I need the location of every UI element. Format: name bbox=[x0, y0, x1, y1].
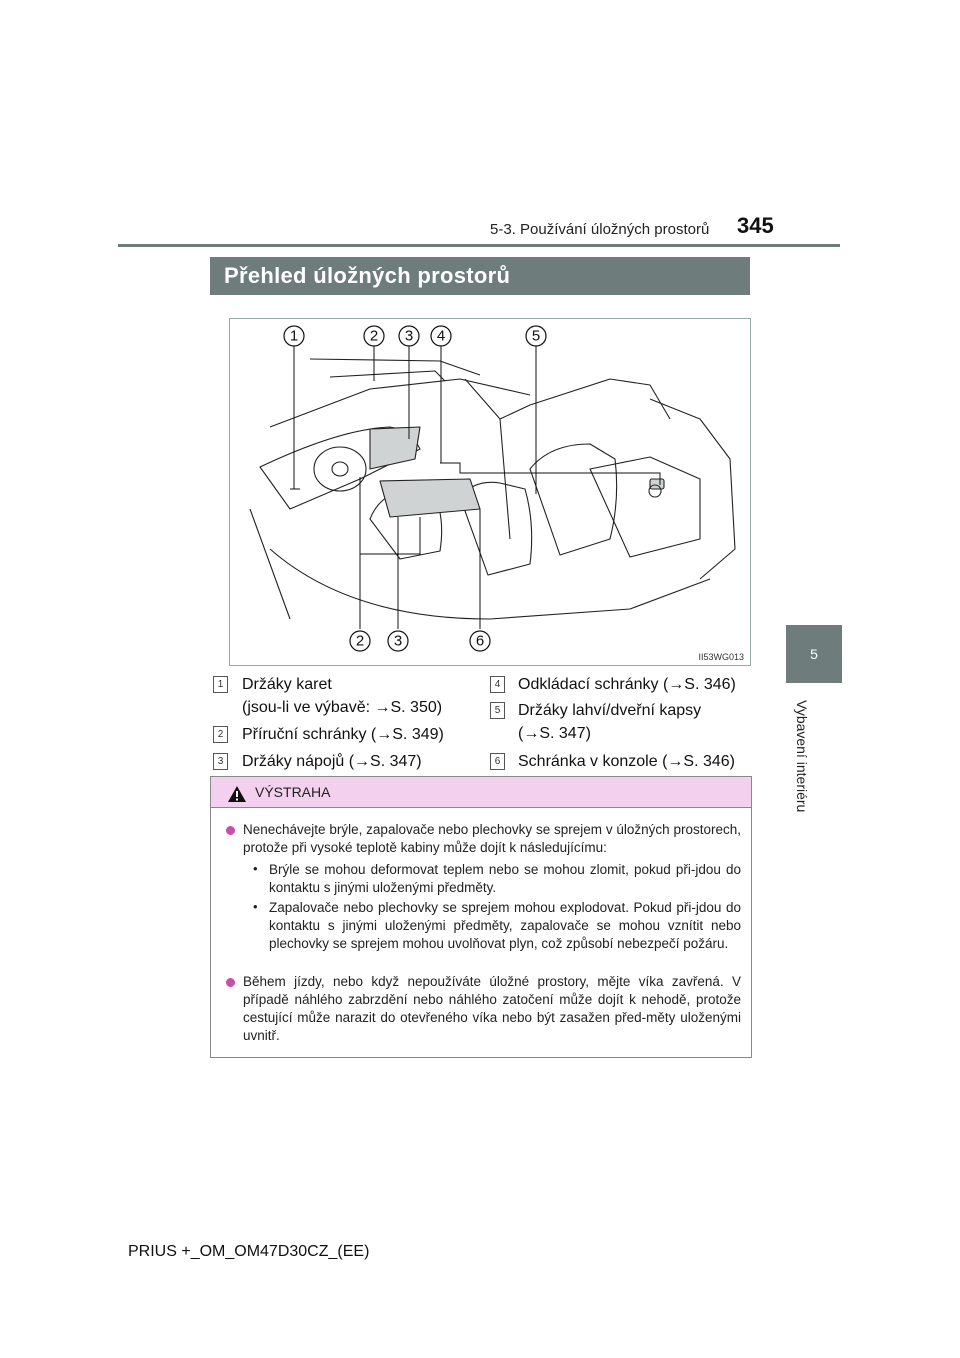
warning-title: VÝSTRAHA bbox=[255, 784, 331, 800]
windshield-edge bbox=[270, 379, 530, 427]
legend-item bbox=[518, 673, 736, 696]
bullet-icon bbox=[226, 978, 235, 987]
warning-header bbox=[211, 777, 751, 808]
legend-number: 6 bbox=[490, 753, 505, 770]
callout-label: 1 bbox=[289, 327, 299, 345]
bottle-holder bbox=[650, 479, 664, 489]
interior-illustration bbox=[229, 318, 751, 666]
page-number: 345 bbox=[737, 213, 774, 238]
callout-label: 3 bbox=[393, 632, 403, 650]
legend-text: Příruční schránky (→S. 349) bbox=[242, 726, 444, 743]
callout-label: 6 bbox=[475, 632, 485, 650]
callout-label: 2 bbox=[369, 327, 379, 345]
sub-bullet-icon: • bbox=[253, 861, 258, 876]
legend-number: 2 bbox=[213, 726, 228, 743]
warning-subitem: Zapalovače nebo plechovky se sprejem mohou explodovat. Pokud při-jdou do kontaktu s jinými uloženými předměty, zapalovače se mohou vznítit nebo plechovky se sprejem mohou uvolňovat plyn, což způsobí nebezpečí požáru. bbox=[269, 900, 741, 951]
bullet-icon bbox=[226, 826, 235, 835]
callout-label: 4 bbox=[436, 327, 446, 345]
rear-seat-right bbox=[590, 457, 700, 557]
floor-line bbox=[270, 549, 710, 619]
footer-code: PRIUS +_OM_OM47D30CZ_(EE) bbox=[128, 1243, 370, 1260]
legend-text: Schránka v konzole (→S. 346) bbox=[518, 753, 735, 770]
callouts-bottom bbox=[350, 631, 490, 651]
warning-box bbox=[210, 776, 752, 1058]
legend-number: 3 bbox=[213, 753, 228, 770]
section-path: 5-3. Používání úložných prostorů bbox=[490, 221, 710, 238]
legend-text: (→S. 347) bbox=[518, 725, 591, 742]
callout-label: 3 bbox=[404, 327, 414, 345]
legend-text: Držáky karet bbox=[242, 676, 332, 693]
warning-subitem: Brýle se mohou deformovat teplem nebo se mohou zlomit, pokud při-jdou do kontaktu s jinými uloženými předměty. bbox=[269, 862, 741, 895]
glovebox-lid bbox=[370, 427, 420, 469]
page-title: Přehled úložných prostorů bbox=[224, 263, 511, 288]
legend-item bbox=[518, 699, 701, 745]
callout-label: 2 bbox=[355, 632, 365, 650]
warning-triangle-icon bbox=[227, 785, 247, 803]
warning-paragraph: Nenechávejte brýle, zapalovače nebo plechovky se sprejem v úložných prostorech, protože při vysoké teplotě kabiny může dojít k následujícímu: bbox=[243, 822, 741, 855]
leader-lines bbox=[290, 345, 660, 629]
chapter-title-text: Vybavení interiéru bbox=[794, 700, 810, 813]
header-rule bbox=[118, 244, 840, 247]
chapter-tab[interactable]: 5 bbox=[786, 625, 842, 683]
callout-label: 5 bbox=[531, 327, 541, 345]
steering-wheel bbox=[314, 447, 366, 491]
chapter-title bbox=[790, 700, 812, 820]
legend-item bbox=[518, 750, 735, 773]
legend-text: (jsou-li ve výbavě: →S. 350) bbox=[242, 699, 443, 716]
legend-text: Odkládací schránky (→S. 346) bbox=[518, 676, 736, 693]
sub-bullet-icon: • bbox=[253, 899, 258, 914]
legend-text: Držáky lahví/dveřní kapsy bbox=[518, 702, 702, 719]
legend-item bbox=[242, 673, 442, 719]
legend-number: 4 bbox=[490, 676, 505, 693]
section-banner bbox=[210, 257, 750, 295]
legend-number: 5 bbox=[490, 702, 505, 719]
warning-paragraph: Během jízdy, nebo když nepoužíváte úložné prostory, mějte víka zavřená. V případě náhlého zabrzdění nebo náhlého zatočení může dojít k nehodě, protože cestující může narazit do otevřeného víka nebo být zasažen před-měty uloženými uvnitř. bbox=[243, 974, 741, 1043]
legend-number: 1 bbox=[213, 676, 228, 693]
callouts-top bbox=[284, 326, 546, 346]
figure-code: II53WG013 bbox=[698, 652, 744, 662]
car-interior-drawing bbox=[230, 319, 750, 665]
legend-text: Držáky nápojů (→S. 347) bbox=[242, 753, 422, 770]
legend-item bbox=[242, 750, 422, 773]
roof-line bbox=[310, 359, 480, 375]
legend-item bbox=[242, 723, 444, 746]
